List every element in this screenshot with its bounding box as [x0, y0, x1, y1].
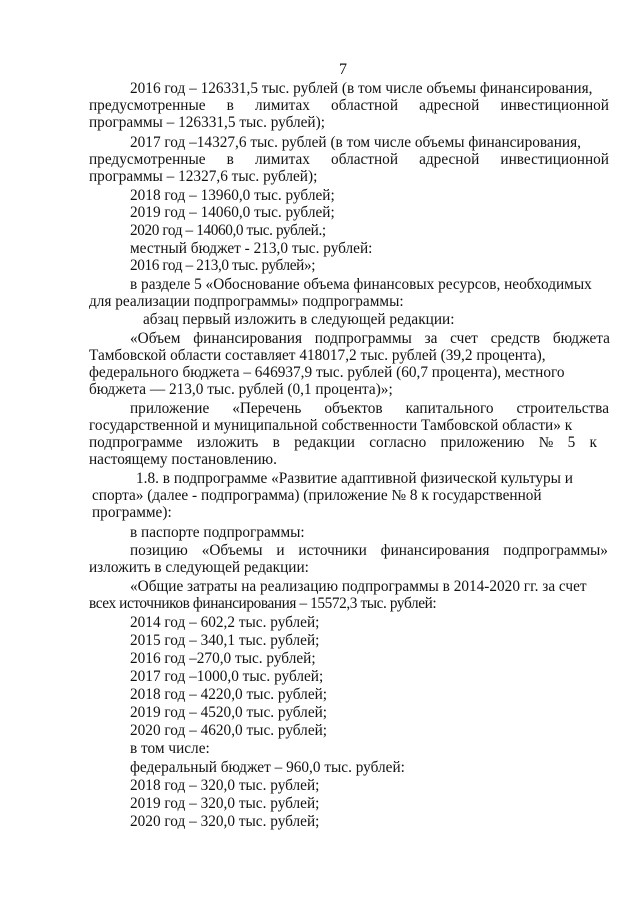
text-line: 2014 год – 602,2 тыс. рублей; — [130, 614, 320, 631]
word: приложение — [130, 400, 210, 417]
word: № — [538, 434, 554, 451]
text-line: программе): — [92, 504, 172, 521]
word: в — [226, 151, 234, 168]
word: в — [226, 97, 234, 114]
text-line: государственной и муниципальной собственности Тамбовской области» к — [89, 417, 573, 434]
text-line: в разделе 5 «Обоснование объема финансовых ресурсов, необходимых — [130, 276, 592, 293]
text-line: федеральный бюджет – 960,0 тыс. рублей: — [130, 759, 405, 776]
text-line: настоящему постановлению. — [89, 451, 277, 468]
word: подпрограммы — [314, 330, 412, 347]
text-line-justified — [89, 434, 597, 451]
text-line: 2017 год –14327,6 тыс. рублей (в том числе объемы финансирования, — [130, 134, 581, 151]
text-line-justified — [130, 330, 610, 347]
word: приложению — [440, 434, 525, 451]
word: строительства — [516, 400, 609, 417]
word: в — [272, 434, 280, 451]
word: объектов — [324, 400, 383, 417]
word: финансирования — [380, 542, 490, 559]
text-line: 2019 год – 14060,0 тыс. рублей; — [130, 204, 335, 221]
text-line: 2016 год – 126331,5 тыс. рублей (в том числе объемы финансирования, — [130, 80, 593, 97]
word: «Объемы — [201, 542, 263, 559]
word: и — [276, 542, 285, 559]
word: предусмотренные — [89, 97, 206, 114]
text-line: в паспорте подпрограммы: — [130, 524, 305, 541]
text-line: 2015 год – 340,1 тыс. рублей; — [130, 632, 320, 649]
page-number: 7 — [339, 61, 347, 78]
text-line: бюджета — 213,0 тыс. рублей (0,1 процента)»; — [89, 381, 393, 398]
text-line: 2018 год – 13960,0 тыс. рублей; — [130, 187, 335, 204]
word: к — [589, 434, 597, 451]
word: инвестиционной — [500, 97, 609, 114]
text-line: в том числе: — [130, 740, 210, 757]
word: лимитах — [254, 151, 310, 168]
text-line-justified — [89, 97, 609, 114]
text-line: 2017 год –1000,0 тыс. рублей; — [130, 668, 324, 685]
word: позицию — [130, 542, 188, 559]
word: согласно — [369, 434, 427, 451]
word: инвестиционной — [500, 151, 609, 168]
word: областной — [331, 151, 399, 168]
text-line: Тамбовской области составляет 418017,2 тыс. рублей (39,2 процента), — [89, 347, 546, 364]
word: финансирования — [193, 330, 303, 347]
text-line-justified — [130, 542, 608, 559]
word: адресной — [419, 97, 480, 114]
word: за — [424, 330, 438, 347]
text-line: 1.8. в подпрограмме «Развитие адаптивной физической культуры и — [136, 470, 573, 487]
text-line: абзац первый изложить в следующей редакции: — [143, 311, 455, 328]
text-line: местный бюджет - 213,0 тыс. рублей: — [130, 240, 373, 257]
word: подпрограммы» — [503, 542, 608, 559]
text-line-justified — [130, 400, 609, 417]
text-line: 2018 год – 320,0 тыс. рублей; — [130, 777, 320, 794]
word: областной — [331, 97, 399, 114]
text-line: 2018 год – 4220,0 тыс. рублей; — [130, 686, 328, 703]
text-line: всех источников финансирования – 15572,3 тыс. рублей: — [89, 595, 437, 612]
text-line: «Общие затраты на реализацию подпрограммы в 2014-2020 гг. за счет — [130, 578, 587, 595]
word: бюджета — [552, 330, 610, 347]
text-line: 2020 год – 4620,0 тыс. рублей; — [130, 722, 328, 739]
word: редакции — [294, 434, 355, 451]
text-line: 2020 год – 320,0 тыс. рублей; — [130, 813, 320, 830]
text-line: программы – 126331,5 тыс. рублей); — [89, 114, 325, 131]
text-line: для реализации подпрограммы» подпрограммы: — [89, 293, 404, 310]
text-line: 2019 год – 4520,0 тыс. рублей; — [130, 704, 328, 721]
text-line: федерального бюджета – 646937,9 тыс. рублей (60,7 процента), местного — [89, 364, 565, 381]
text-line: программы – 12327,6 тыс. рублей); — [89, 168, 318, 185]
text-line: спорта» (далее - подпрограмма) (приложение № 8 к государственной — [92, 487, 542, 504]
text-line: 2016 год – 213,0 тыс. рублей»; — [130, 257, 316, 274]
text-line: 2020 год – 14060,0 тыс. рублей.; — [130, 222, 326, 239]
text-line: 2016 год –270,0 тыс. рублей; — [130, 650, 316, 667]
word: 5 — [567, 434, 576, 451]
word: «Перечень — [232, 400, 302, 417]
word: счет — [450, 330, 478, 347]
word: адресной — [419, 151, 480, 168]
text-line-justified — [89, 151, 609, 168]
word: источники — [298, 542, 367, 559]
word: «Объем — [130, 330, 181, 347]
word: средств — [490, 330, 541, 347]
word: лимитах — [254, 97, 310, 114]
word: изложить — [196, 434, 259, 451]
text-line: 2019 год – 320,0 тыс. рублей; — [130, 795, 320, 812]
word: подпрограмме — [89, 434, 183, 451]
word: капитального — [405, 400, 494, 417]
text-line: изложить в следующей редакции: — [89, 559, 309, 576]
word: предусмотренные — [89, 151, 206, 168]
